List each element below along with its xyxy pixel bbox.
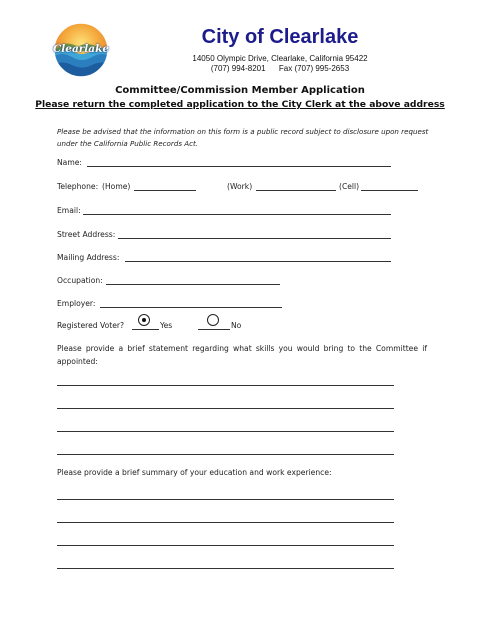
home-phone-field[interactable] (134, 190, 196, 191)
skills-answer-line-3[interactable] (57, 431, 394, 432)
telephone-row (57, 181, 397, 193)
home-label: (Home) (102, 182, 131, 191)
voter-no-radio[interactable] (207, 314, 219, 326)
education-answer-line-2[interactable] (57, 522, 394, 523)
education-answer-line-3[interactable] (57, 545, 394, 546)
city-address: 14050 Olympic Drive, Clearlake, California 95422 (192, 54, 368, 63)
street-address-field[interactable] (118, 238, 391, 239)
voter-yes-radio[interactable] (138, 314, 150, 326)
voter-label: Registered Voter? (57, 321, 125, 330)
education-question: Please provide a brief summary of your education and work experience: (57, 468, 332, 477)
skills-answer-line-1[interactable] (57, 385, 394, 386)
cell-phone-field[interactable] (361, 190, 418, 191)
occupation-label: Occupation: (57, 276, 103, 285)
no-label: No (231, 321, 242, 330)
work-label: (Work) (227, 182, 253, 191)
cell-label: (Cell) (339, 182, 360, 191)
logo-text: Clearlake (52, 43, 110, 55)
name-field[interactable] (87, 166, 391, 167)
email-label: Email: (57, 206, 81, 215)
mailing-address-field[interactable] (125, 261, 391, 262)
skills-answer-line-2[interactable] (57, 408, 394, 409)
skills-answer-line-4[interactable] (57, 454, 394, 455)
yes-label: Yes (160, 321, 173, 330)
telephone-label: Telephone: (57, 182, 99, 191)
occupation-field[interactable] (106, 284, 280, 285)
name-label: Name: (57, 158, 82, 167)
voter-row (57, 320, 257, 332)
no-underline (198, 329, 230, 330)
mailing-label: Mailing Address: (57, 253, 120, 262)
employer-label: Employer: (57, 299, 96, 308)
email-field[interactable] (83, 214, 391, 215)
public-record-notice: Please be advised that the information on this form is a public record subject to disclosure upon request under the California Public Records Act. (57, 127, 429, 148)
radio-selected-dot (142, 318, 146, 322)
form-subtitle: Please return the completed application to the City Clerk at the above address (35, 99, 445, 110)
education-answer-line-1[interactable] (57, 499, 394, 500)
city-title: City of Clearlake (201, 26, 359, 48)
city-logo (52, 21, 110, 79)
employer-field[interactable] (100, 307, 282, 308)
education-answer-line-4[interactable] (57, 568, 394, 569)
street-label: Street Address: (57, 230, 116, 239)
yes-underline (132, 329, 159, 330)
work-phone-field[interactable] (256, 190, 336, 191)
form-title: Committee/Commission Member Application (115, 85, 365, 96)
city-phones: (707) 994-8201 Fax (707) 995-2653 (210, 64, 350, 73)
skills-question: Please provide a brief statement regarding what skills you would bring to the Committee if appointed: (57, 344, 427, 366)
